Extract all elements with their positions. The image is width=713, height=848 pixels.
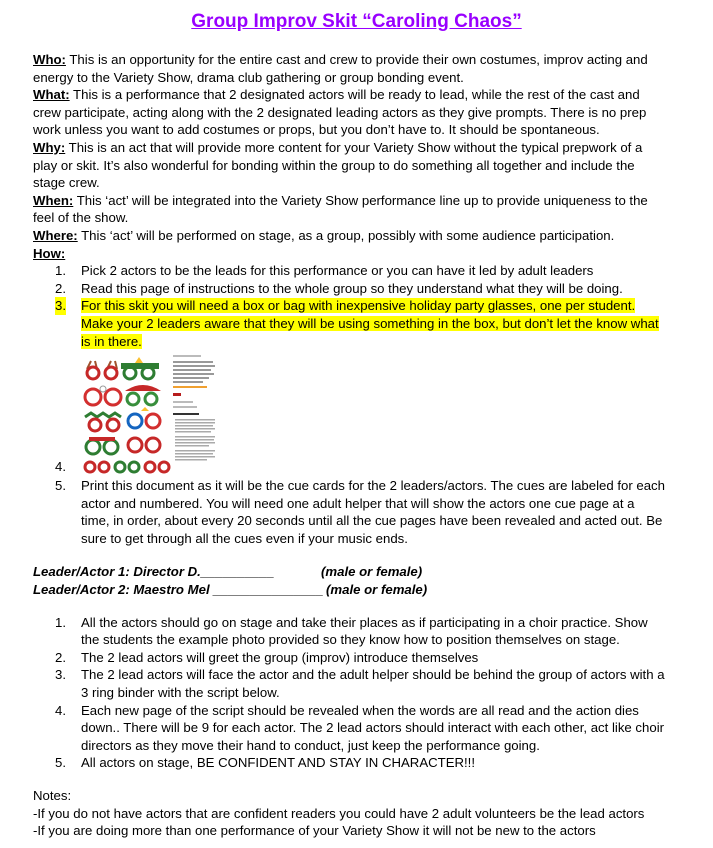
list-number: 4. [55,459,66,475]
leader-note: (male or female) [321,564,423,580]
list-text: The 2 lead actors will face the actor and the adult helper should be behind the group of actors with a 3 ring binder with the script below. [81,667,665,701]
how-paragraph [33,245,665,263]
page-title: Group Improv Skit “Caroling Chaos” [191,11,522,32]
list-text: All actors on stage, BE CONFIDENT AND STAY IN CHARACTER!!! [81,755,476,771]
leader-label: Leader/Actor 1: Director D.__________ [33,564,275,580]
document-body [33,51,665,840]
notes-block [33,787,665,840]
why-heading: Why: [33,139,66,155]
list-number: 3. [55,298,66,314]
list-number: 3. [55,667,66,683]
where-text: This ‘act’ will be performed on stage, as a group, possibly with some audience participation. [77,227,615,243]
list-item [33,614,665,649]
what-text: This is a performance that 2 designated actors will be ready to lead, while the rest of the cast and crew participate, acting along with the 2 designated leading actors as they give prompts. There is no prep work unless you want to add costumes or props, but you don’t have to. It should be spontaneous. [33,87,647,138]
list-text: Read this page of instructions to the whole group so they understand what they will be doing. [81,280,623,296]
list-number: 2. [55,280,66,296]
when-paragraph [33,192,665,227]
list-text: Print this document as it will be the cue cards for the 2 leaders/actors. The cues are labeled for each actor and numbered. You will need one adult helper that will show the actors one cue page at a time, in order, about every 20 seconds until all the cue pages have been revealed and acted out. Be sure to get through all the cues even if your music ends. [81,478,665,546]
why-paragraph [33,139,665,192]
leader-line [33,563,665,581]
list-item-image [33,350,665,477]
how-heading: How: [33,245,66,261]
list-number: 5. [55,755,66,771]
who-text: This is an opportunity for the entire cast and crew to provide their own costumes, improv acting and energy to the Variety Show, drama club gathering or group bonding event. [33,52,648,85]
leaders-block [33,563,665,598]
notes-line: -If you do not have actors that are confident readers you could have 2 adult volunteers be the lead actors [33,805,645,821]
list-text: All the actors should go on stage and take their places as if participating in a choir practice. Show the students the example photo provided so they know how to position themselves on stage. [81,614,648,648]
when-heading: When: [33,192,74,208]
list-text: The 2 lead actors will greet the group (improv) introduce themselves [81,649,479,665]
list-item [33,666,665,701]
how-steps-list [33,262,665,547]
list-text: Pick 2 actors to be the leads for this performance or you can have it led by adult leaders [81,263,594,279]
where-paragraph [33,227,665,245]
list-item [33,754,665,772]
leader-label: Leader/Actor 2: Maestro Mel _______________ [33,582,324,598]
list-text-highlighted: For this skit you will need a box or bag with inexpensive holiday party glasses, one per student. Make your 2 leaders aware that they will be using something in the box, but don’t let the know what is in there. [81,298,659,349]
list-number: 4. [55,702,66,718]
list-item-highlighted [33,297,665,350]
list-number: 1. [55,614,66,630]
why-text: This is an act that will provide more content for your Variety Show without the typical prepwork of a play or skit. It’s also wonderful for bonding within the group to do something all together and include the stage crew. [33,139,643,191]
performance-steps-list [33,614,665,772]
notes-heading: Notes: [33,788,72,803]
list-number: 1. [55,263,66,279]
leader-line [33,581,665,599]
party-glasses-product-image [81,351,219,477]
what-paragraph [33,86,665,139]
who-heading: Who: [33,52,66,67]
when-text: This ‘act’ will be integrated into the Variety Show performance line up to provide uniqueness to the feel of the show. [33,192,648,226]
list-item [33,702,665,755]
list-number: 2. [55,649,66,665]
list-item [33,262,665,280]
list-text: Each new page of the script should be revealed when the words are all read and the action dies down.. There will be 9 for each actor. The 2 lead actors should interact with each other, act like choir directors as they move their hand to conduct, just keep the performance going. [81,702,665,753]
list-number: 5. [55,478,66,494]
leader-note: (male or female) [326,582,428,598]
list-item [33,477,665,547]
where-heading: Where: [33,227,78,243]
notes-line: -If you are doing more than one performance of your Variety Show it will not be new to the actors [33,823,596,839]
list-item [33,280,665,298]
what-heading: What: [33,87,70,103]
who-paragraph [33,51,665,86]
list-item [33,649,665,667]
